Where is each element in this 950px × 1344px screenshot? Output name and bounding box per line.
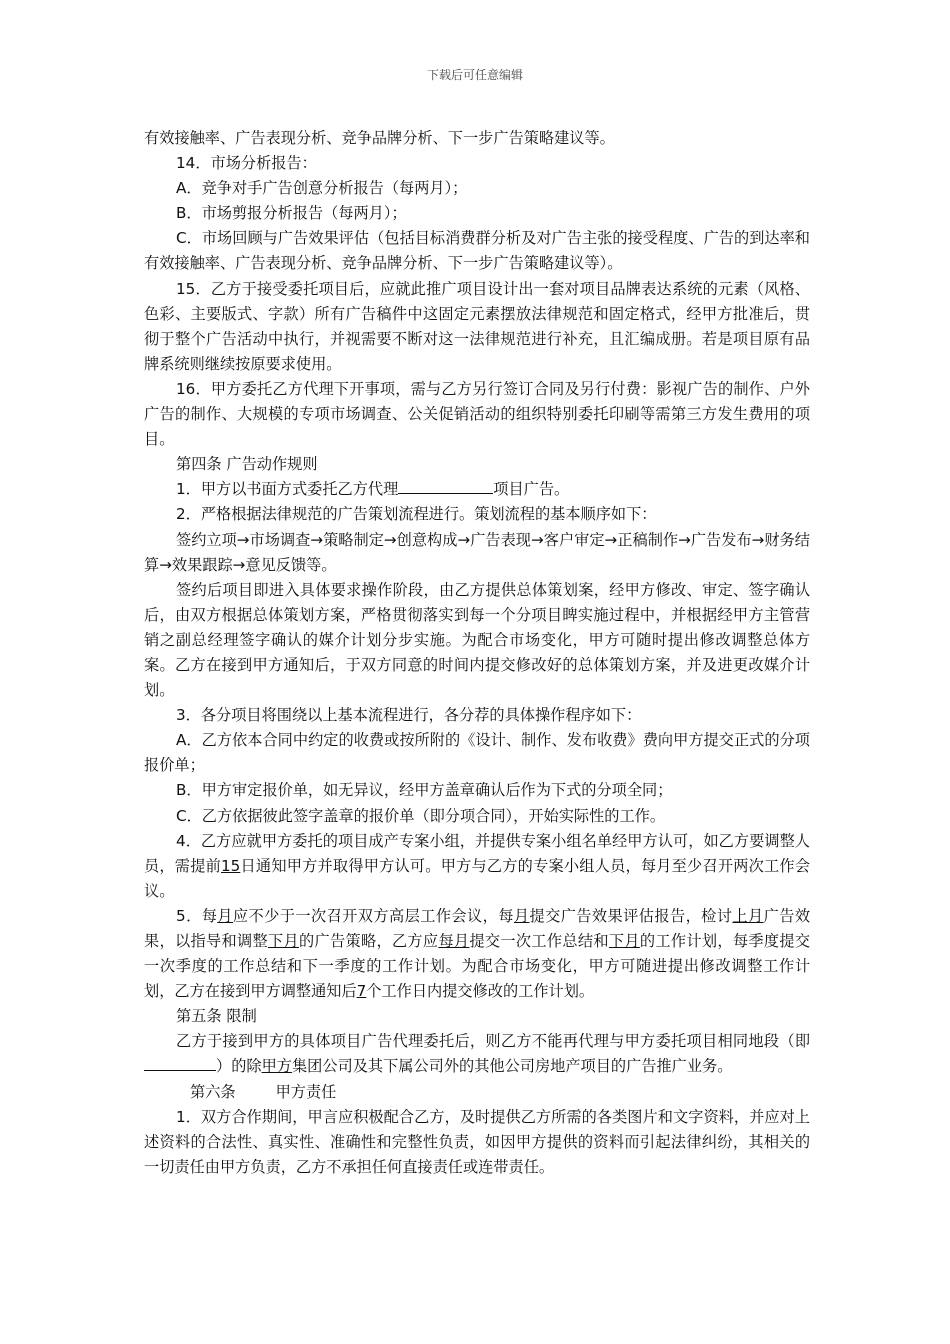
item-4-text-b: 日通知甲方并取得甲方认可。甲方与乙方的专案小组人员，每月至少召开两次工作会议。 — [144, 856, 811, 900]
item-5-text-c: 应不少于一次召开双方高层工作会议，每 — [232, 906, 514, 925]
item-5-last-month: 上月 — [732, 906, 764, 925]
article-5-party-a: 甲方 — [261, 1057, 292, 1076]
item-5-next-month-1: 下月 — [267, 932, 299, 950]
article-5-text-d: 集团公司及其下属公司外的其他公司房地产项目的广告推广业务。 — [291, 1057, 733, 1076]
article-6-item-1: 1．双方合作期间，甲言应积极配合乙方，及时提供乙方所需的各类图片和文字资料，并应对上述资料的合法性、真实性、准确性和完整性负责，如因甲方提供的资料而引起法律纠纷，其相关的一切责任由甲方负责，乙方不承担任何直接责任或连带责任。 — [144, 1107, 810, 1176]
process-flow: 签约立项→市场调查→策略制定→创意构成→广告表现→客户审定→正稿制作→广告发布→财务结算→效果跟踪→意见反馈等。 — [144, 530, 810, 574]
project-name-blank — [398, 478, 493, 494]
item-5-text-k: 提交一次工作总结和 — [469, 932, 609, 950]
paragraph-line-1: 有效接触率、广告表现分析、竞争品牌分析、下一步广告策略建议等。 — [144, 129, 615, 147]
item-3-b: B．甲方审定报价单，如无异议，经甲方盖章确认后作为下式的分项全同； — [176, 781, 673, 800]
article-6-heading — [144, 1080, 810, 1105]
item-14-a: A．竞争对手广告创意分析报告（每两月）； — [176, 179, 468, 198]
item-5-month-2: 月 — [513, 906, 530, 925]
item-4-days: 15 — [221, 856, 241, 875]
item-5-every-month: 每月 — [438, 932, 470, 950]
article-4-item-5 — [144, 904, 810, 1004]
article-4-item-4 — [144, 829, 810, 904]
item-4-text-a: 4．乙方应就甲方委托的项目成产专案小组，并提供专案小组名单经甲方认可，如乙方要调整人员，需提前 — [144, 831, 810, 875]
item-16: 16．甲方委托乙方代理下开事项，需与乙方另行签订合同及另行付费：影视广告的制作、户外广告的制作、大规模的专项市场调查、公关促销活动的组织特别委托印刷等需第三方发生费用的项目。 — [144, 379, 810, 449]
article-5-text-b: ）的除 — [216, 1057, 262, 1076]
item-5-month-1: 月 — [217, 906, 233, 925]
process-description: 签约后项目即进入具体要求操作阶段，由乙方提供总体策划案，经甲方修改、审定、签字确认后，由双方根据总体策划方案，严格贯彻落实到每一个分项目睥实施过程中，并根据经甲方主管营销之副总经理签字确认的媒介计划分步实施。为配合市场变化，甲方可随时提出修改调整总体方案。乙方在接到甲方通知后，于双方同意的时间内提交修改好的总体策划方案，并及进更改媒介计划。 — [144, 580, 810, 700]
item-3-a: A．乙方依本合同中约定的收费或按所附的《设计、制作、发布收费》费向甲方提交正式的分项报价单； — [144, 731, 810, 775]
item-15: 15．乙方于接受委托项目后，应就此推广项目设计出一套对项目品牌表达系统的元素（风格、色彩、主要版式、字款）所有广告稿件中这固定元素摆放法律规范和固定格式，经甲方批准后，贯彻于整个广告活动中执行，并视需要不断对这一法律规范进行补充，且汇编成册。若是项目原有品牌系统则继续按原要求使用。 — [144, 279, 810, 373]
item-5-text-i: 的广告策略，乙方应 — [298, 932, 439, 950]
article-5-text-a: 乙方于接到甲方的具体项目广告代理委托后，则乙方不能再代理与甲方委托项目相同地段（即 — [176, 1032, 810, 1051]
item-5-text-a: 5．每 — [176, 906, 218, 925]
article-4-item-2: 2．严格根据法律规范的广告策划流程进行。策划流程的基本顺序如下： — [176, 505, 657, 524]
item-3-c: C．乙方依据彼此签字盖章的报价单（即分项合同），开始实际性的工作。 — [176, 806, 666, 825]
article-4-item-1-text-b: 项目广告。 — [493, 480, 570, 499]
article-5-body — [144, 1029, 810, 1079]
article-4-item-1-text-a: 1．甲方以书面方式委托乙方代理 — [176, 480, 399, 499]
document-body — [144, 126, 810, 1180]
item-5-next-month-2: 下月 — [608, 932, 640, 950]
article-6-number: 第六条 — [190, 1082, 236, 1101]
item-14-title: 14．市场分析报告： — [176, 154, 317, 173]
item-5-text-e: 提交广告效果评估报告，检讨 — [529, 906, 733, 925]
article-4-item-1 — [144, 477, 810, 502]
article-6-title: 甲方责任 — [275, 1082, 337, 1101]
item-14-c: C．市场回顾与广告效果评估（包括目标消费群分析及对广告主张的接受程度、广告的到达率和有效接触率、广告表现分析、竞争品牌分析、下一步广告策略建议等）。 — [144, 229, 810, 273]
article-4-heading: 第四条 广告动作规则 — [176, 455, 318, 474]
article-4-item-3: 3．各分项目将围绕以上基本流程进行，各分荐的具体操作程序如下： — [176, 706, 642, 725]
page-header: 下载后可任意编辑 — [426, 68, 523, 82]
item-14-b: B．市场剪报分析报告（每两月）； — [176, 204, 407, 223]
item-5-text-o: 个工作日内提交修改的工作计划。 — [366, 982, 595, 1001]
item-5-text-m: 的工作计划，每季度提交一次季度的工作总结和下一季度的工作计划。为配合市场变化，甲方可随进提出修改调整工作计划，乙方在接到甲方调整通知后 — [144, 932, 811, 1001]
location-blank — [144, 1055, 216, 1071]
item-5-text-g: 广告效果，以指导和调整 — [144, 906, 811, 950]
item-5-workdays: 7 — [356, 982, 367, 1001]
article-5-heading: 第五条 限制 — [176, 1007, 257, 1026]
